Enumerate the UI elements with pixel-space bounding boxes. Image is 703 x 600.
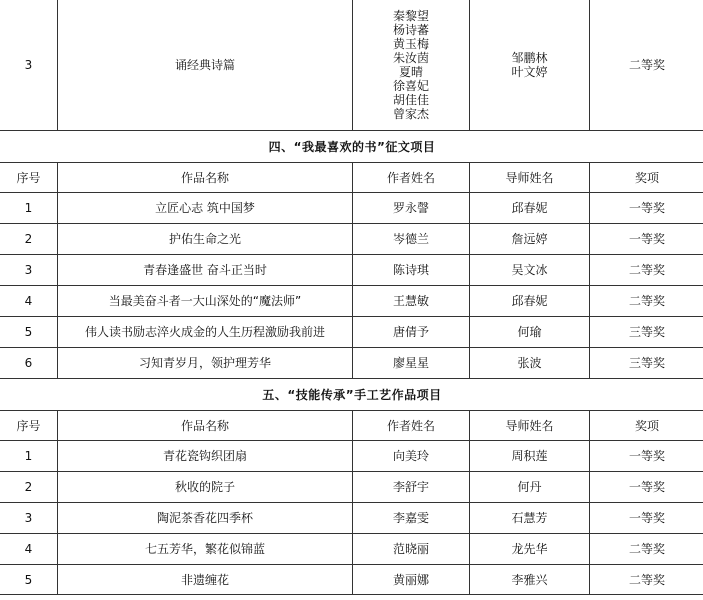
cell-index[interactable]: 4 [0, 286, 58, 317]
cell-work[interactable]: 习知青岁月，领护理芳华 [58, 348, 353, 379]
cell-award[interactable]: 一等奖 [590, 441, 703, 472]
table-row[interactable] [0, 286, 703, 317]
author-name: 徐喜妃 [392, 79, 429, 93]
cell-work[interactable]: 七五芳华，繁花似锦蓝 [58, 534, 353, 565]
cell-work[interactable]: 诵经典诗篇 [58, 0, 353, 131]
section-title-row [0, 131, 703, 163]
col-header-author[interactable]: 作者姓名 [353, 411, 470, 441]
section-title[interactable]: 四、“我最喜欢的书”征文项目 [0, 131, 703, 163]
col-header-mentor[interactable]: 导师姓名 [470, 411, 590, 441]
cell-index[interactable]: 1 [0, 193, 58, 224]
cell-mentor[interactable]: 龙先华 [470, 534, 590, 565]
author-name: 秦黎望 [392, 9, 429, 23]
cell-author[interactable]: 罗永謦 [353, 193, 470, 224]
cell-authors[interactable] [353, 0, 470, 131]
cell-author[interactable]: 岑德兰 [353, 224, 470, 255]
cell-award[interactable]: 一等奖 [590, 224, 703, 255]
cell-work[interactable]: 秋收的院子 [58, 472, 353, 503]
table-row[interactable] [0, 317, 703, 348]
table-row[interactable] [0, 472, 703, 503]
cell-author[interactable]: 黄丽娜 [353, 565, 470, 595]
cell-author[interactable]: 陈诗琪 [353, 255, 470, 286]
cell-award[interactable]: 一等奖 [590, 503, 703, 534]
cell-award[interactable]: 二等奖 [590, 0, 703, 131]
cell-mentor[interactable]: 吴文冰 [470, 255, 590, 286]
col-header-award[interactable]: 奖项 [590, 411, 703, 441]
cell-author[interactable]: 廖星星 [353, 348, 470, 379]
author-name: 曾家杰 [392, 107, 429, 121]
cell-award[interactable]: 一等奖 [590, 193, 703, 224]
mentor-name: 邹鹏林 [511, 51, 548, 65]
cell-index[interactable]: 1 [0, 441, 58, 472]
cell-author[interactable]: 李嘉雯 [353, 503, 470, 534]
cell-work[interactable]: 青花瓷钩织团扇 [58, 441, 353, 472]
cell-work[interactable]: 陶泥茶香花四季杯 [58, 503, 353, 534]
cell-author[interactable]: 王慧敏 [353, 286, 470, 317]
cell-index[interactable]: 4 [0, 534, 58, 565]
col-header-work[interactable]: 作品名称 [58, 411, 353, 441]
table-row[interactable] [0, 441, 703, 472]
cell-mentor[interactable]: 石慧芳 [470, 503, 590, 534]
cell-work[interactable]: 当最美奋斗者一大山深处的“魔法师” [58, 286, 353, 317]
col-header-mentor[interactable]: 导师姓名 [470, 163, 590, 193]
cell-mentor[interactable]: 何瑜 [470, 317, 590, 348]
author-name: 夏晴 [398, 65, 423, 79]
cell-award[interactable]: 二等奖 [590, 255, 703, 286]
table-row[interactable] [0, 193, 703, 224]
cell-work[interactable]: 青春逢盛世 奋斗正当时 [58, 255, 353, 286]
cell-index[interactable]: 3 [0, 255, 58, 286]
section-title[interactable]: 五、“技能传承”手工艺作品项目 [0, 379, 703, 411]
cell-award[interactable]: 二等奖 [590, 565, 703, 595]
table-row[interactable] [0, 348, 703, 379]
table-row[interactable] [0, 255, 703, 286]
cell-index[interactable]: 3 [0, 0, 58, 131]
cell-index[interactable]: 5 [0, 565, 58, 595]
section-title-row [0, 379, 703, 411]
cell-mentor[interactable]: 李雅兴 [470, 565, 590, 595]
cell-index[interactable]: 2 [0, 472, 58, 503]
cell-mentor[interactable]: 何丹 [470, 472, 590, 503]
cell-mentor[interactable]: 张波 [470, 348, 590, 379]
cell-award[interactable]: 三等奖 [590, 348, 703, 379]
author-name: 杨诗蕃 [392, 23, 429, 37]
header-row [0, 411, 703, 441]
cell-work[interactable]: 伟人读书励志淬火成金的人生历程激励我前进 [58, 317, 353, 348]
table-row[interactable] [0, 503, 703, 534]
cell-mentor[interactable]: 詹远婷 [470, 224, 590, 255]
cell-index[interactable]: 6 [0, 348, 58, 379]
mentor-name: 叶文婷 [511, 65, 548, 79]
author-name: 朱汝茵 [392, 51, 429, 65]
cell-author[interactable]: 向美玲 [353, 441, 470, 472]
cell-author[interactable]: 范晓丽 [353, 534, 470, 565]
cell-index[interactable]: 5 [0, 317, 58, 348]
cell-author[interactable]: 李舒宇 [353, 472, 470, 503]
cell-award[interactable]: 二等奖 [590, 534, 703, 565]
table-row-group-entry[interactable] [0, 0, 703, 131]
col-header-work[interactable]: 作品名称 [58, 163, 353, 193]
col-header-index[interactable]: 序号 [0, 411, 58, 441]
cell-mentor[interactable]: 邱春妮 [470, 193, 590, 224]
author-name: 黄玉梅 [392, 37, 429, 51]
cell-index[interactable]: 3 [0, 503, 58, 534]
col-header-index[interactable]: 序号 [0, 163, 58, 193]
cell-author[interactable]: 唐倩予 [353, 317, 470, 348]
table-row[interactable] [0, 224, 703, 255]
col-header-award[interactable]: 奖项 [590, 163, 703, 193]
author-name: 胡佳佳 [392, 93, 429, 107]
cell-mentor[interactable]: 邱春妮 [470, 286, 590, 317]
header-row [0, 163, 703, 193]
cell-award[interactable]: 三等奖 [590, 317, 703, 348]
cell-work[interactable]: 非遗缠花 [58, 565, 353, 595]
cell-award[interactable]: 二等奖 [590, 286, 703, 317]
cell-award[interactable]: 一等奖 [590, 472, 703, 503]
cell-mentors[interactable] [470, 0, 590, 131]
cell-index[interactable]: 2 [0, 224, 58, 255]
cell-work[interactable]: 立匠心志 筑中国梦 [58, 193, 353, 224]
cell-mentor[interactable]: 周积莲 [470, 441, 590, 472]
table-row[interactable] [0, 565, 703, 595]
col-header-author[interactable]: 作者姓名 [353, 163, 470, 193]
table-row[interactable] [0, 534, 703, 565]
cell-work[interactable]: 护佑生命之光 [58, 224, 353, 255]
